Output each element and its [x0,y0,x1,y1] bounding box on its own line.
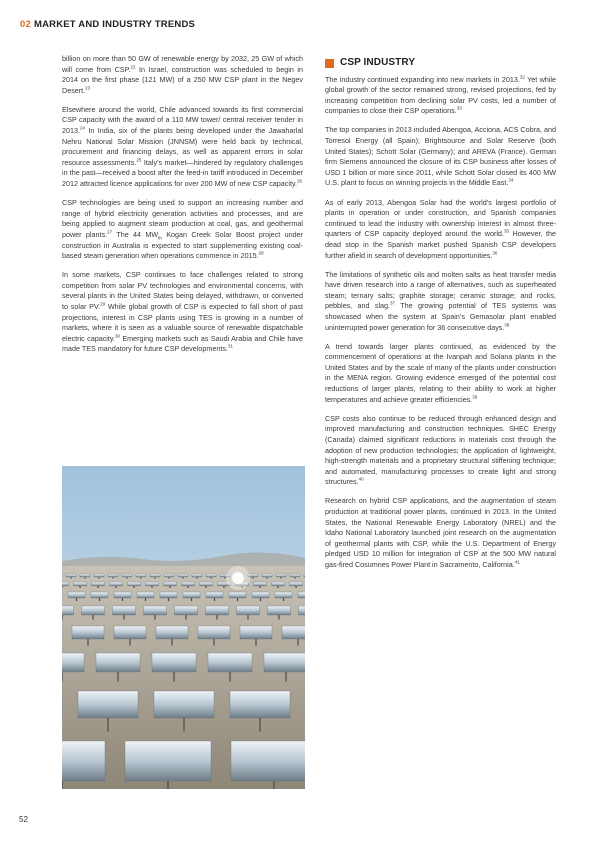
footnote-ref: 36 [492,250,498,256]
footnote-ref: 38 [504,322,510,328]
paragraph [325,75,556,117]
footnote-ref: 24 [80,125,86,131]
text-run: CSP technologies are being used to support an increasing number and range of hybrid electricity generation activities and processes, and are being applied to augment steam production at coal, gas, and geothermal power plants. [62,198,303,239]
right-column [325,58,556,579]
text-run: The 44 MW [112,229,159,239]
paragraph [62,54,303,96]
text-run: While global growth of CSP is expected to fall short of past projections, interest in CSP plants using TES is growing in a number of markets, where it is seen as a valuable source of renewable dispatchable electric capacity. [62,301,303,343]
text-run: In Israel, construction was scheduled to begin in 2014 on the first phase (121 MW) of a 250 MW CSP plant in the Negev Desert. [62,64,303,95]
footnote-ref: 33 [456,105,462,111]
footnote-ref: 37 [390,300,396,306]
paragraph [62,198,303,262]
section-title: CSP INDUSTRY [340,57,416,68]
chapter-title: MARKET AND INDUSTRY TRENDS [33,19,196,30]
footnote-ref: 23 [85,85,91,91]
text-run: Emerging markets such as Saudi Arabia and Chile have made TES mandatory for future CSP developments. [62,333,303,354]
text-run: Yet while global growth of the sector remained strong, revised projections, fed by increasing competition from declining solar PV costs, led a number of companies to close their CSP operations. [325,74,556,116]
page-number: 52 [19,815,28,824]
section-marker-icon [325,59,334,68]
paragraph [325,198,556,262]
footnote-ref: 34 [508,178,514,184]
footnote-ref: 25 [136,157,142,163]
footnote-ref: 27 [107,229,113,235]
paragraph [325,496,556,570]
text-run: The industry continued expanding into new markets in 2013. [325,74,520,84]
chapter-number: 02 [20,19,31,30]
text-run: Research on hybrid CSP applications, and the augmentation of steam production at traditional power plants, continued in 2013. In the United States, the National Renewable Energy Laboratory (NREL) and the Idaho National Laboratory launched joint research on the augmentation of geothermal plants with CSP, while the U.S. Department of Energy pledged USD 10 million for integration of CSP at the 500 MW natural gas-fired Cosumnes Power Plant in Sacramento, California. [325,496,556,569]
csp-plant-photo [62,466,305,789]
text-run: The top companies in 2013 included Abengoa, Acciona, ACS Cobra, and Torresol Energy (all Spain); Brightsource and Solar Reserve (both United States); Schott Solar (Germany); and AREVA (France). German firm Siemens announced the closure of its CSP business after losses of USD 1 billion or more since 2011, while Schott Solar closed its 400 MW U.S. plant to focus on winning projects in the Middle East. [325,125,556,188]
paragraph [325,342,556,406]
paragraph [62,105,303,190]
footnote-ref: 32 [519,74,525,80]
section-heading [325,58,556,69]
footnote-ref: 28 [258,250,264,256]
footnote-ref: 30 [114,333,120,339]
paragraph [325,270,556,334]
footnote-ref: 31 [227,343,233,349]
text-run: The growing potential of TES systems was showcased when the system at Spain’s Gemasolar plant enabled uninterrupted power generation for 36 consecutive days. [325,301,556,332]
text-run: As of early 2013, Abengoa Solar had the world’s largest portfolio of plants in operation or under construction, and Spanish companies continued to lead the industry with ownership interest in almost three-quarters of CSP capacity deployed around the world. [325,197,556,239]
left-column [62,54,303,363]
footnote-ref: 26 [297,178,303,184]
text-run: CSP costs also continue to be reduced through enhanced design and improved manufacturing and construction techniques. SHEC Energy (Canada) claimed significant reductions in materials cost through the adoption of new production technologies; the application of lightweight, high-strength materials and a proprietary structural stiffening technique; and automated, manufacturing processes to create light and strong structures. [325,413,556,487]
text-run: billion on more than 50 GW of renewable energy by 2032, 25 GW of which will come from CSP. [62,54,303,74]
paragraph [62,270,303,355]
text-run: In India, six of the plants being developed under the Jawaharlal Nehru National Solar Mission (JNNSM) were held back by technical, procurement and financing delays, as well as apparent errors in solar resource assessments. [62,126,303,167]
text-run: Italy’s market—hindered by regulatory challenges in the past—received a boost after the feed-in tariff introduced in December 2012 attracted licence applications for over 200 MW of new CSP capacity. [62,157,303,189]
footnote-ref: 22 [130,64,136,70]
text-run: Elsewhere around the world, Chile advanced towards its first commercial CSP capacity with the award of a 110 MW tower/ central receiver tender in 2013. [62,104,303,136]
paragraph [325,414,556,488]
footnote-ref: 29 [100,301,106,307]
subscript: th [158,235,162,241]
text-run: Kogan Creek Solar Boost project under construction in Australia is expected to start supplementing existing coal-based steam generation when operations commence in 2015. [62,229,303,261]
text-run: In some markets, CSP continues to face challenges related to strong competition from solar PV technologies and environmental concerns, with several plants in the United States being delayed, withdrawn, or converted to solar PV. [62,270,303,311]
text-run: A trend towards larger plants continued, as evidenced by the commencement of operations at the Ivanpah and Solana plants in the United States and by the scale of many of the plants under construction in the MENA region. Growing evidence emerged of the potential cost reductions of larger plants, relating to their ability to work at higher temperatures and achieve greater efficiencies. [325,341,556,404]
text-run: However, the dead stop in the Spanish market pushed Spanish CSP developers further afield in search of development opportunities. [325,229,556,260]
footnote-ref: 41 [514,559,520,565]
running-header [20,19,195,30]
footnote-ref: 40 [358,476,364,482]
text-run: The limitations of synthetic oils and molten salts as heat transfer media have driven research into a range of alternatives, such as superheated steam; ternary salts; graphite storage; ceramic storage; and rocks, pebbles, and slag. [325,269,556,311]
footnote-ref: 35 [503,228,509,234]
paragraph [325,125,556,189]
footnote-ref: 39 [472,394,478,400]
